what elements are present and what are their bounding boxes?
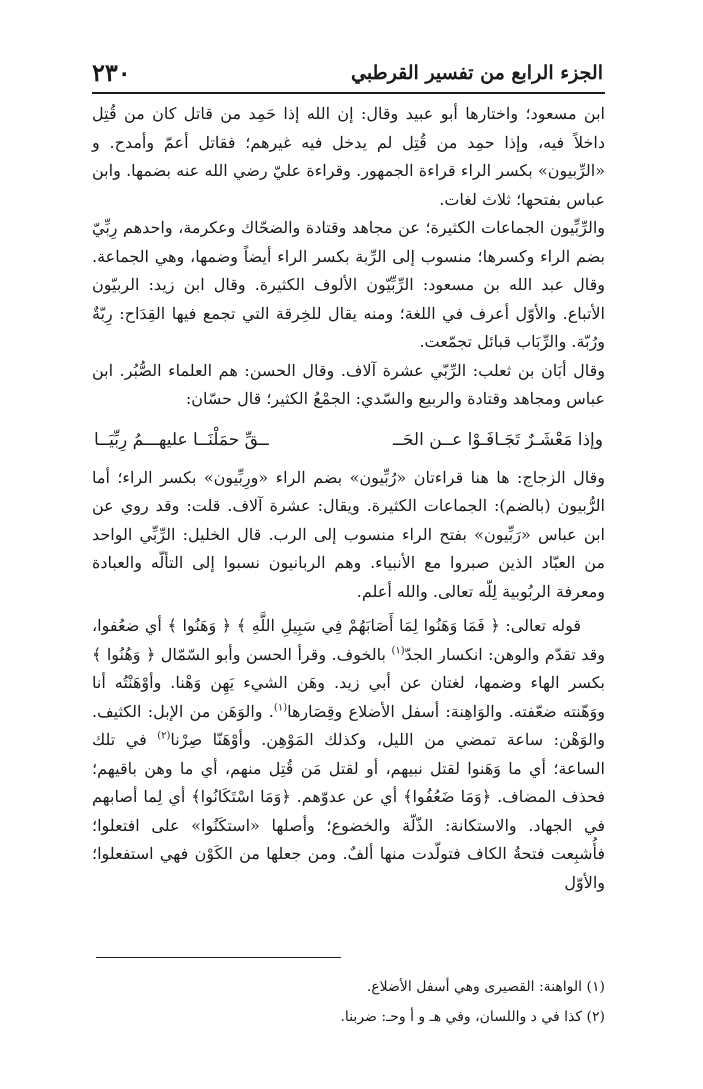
- paragraph-1: ابن مسعود؛ واختارها أبو عبيد وقال: إن الله إذا حَمِد من قاتل كان من قُتِل داخلاً فيه، وإذا حمِد من قُتِل لم يدخل فيه غيرهم؛ فقاتل أعمّ وأمدح. و «الرِّبيون» بكسر الراء قراءة الجمهور. وقراءة عليّ رضي الله عنه بضمها. وابن عباس بفتحها؛ ثلاث لغات.: [92, 104, 605, 209]
- main-text: [92, 100, 605, 897]
- running-title: الجزء الرابع من تفسير القرطبي: [350, 62, 603, 84]
- footnote-2: (٢) كذا في د واللسان، وفي هـ و أ وحـ: ضربنا.: [340, 1009, 605, 1025]
- paragraph-2: والرِّبِّيون الجماعات الكثيرة؛ عن مجاهد وقتادة والضحّاك وعكرمة، واحدهم رِبِّيّ بضم الراء وكسرها؛ منسوب إلى الرِّبة بكسر الراء أيضاً وضمها، وهي الجماعة. وقال عبد الله بن مسعود: الرِّبِّيّون الألوف الكثيرة. وقال ابن زيد: الربيّون الأتباع. والأوّل أعرف في اللغة؛ ومنه يقال للخِرقة التي تجمع فيها القِدَاح: رِبّةٌ ورُبّة. والرِّبَاب قبائل تجمّعت.: [92, 218, 606, 351]
- footnote-separator: [96, 957, 341, 958]
- paragraph-5-part-c: . والوَهَن من الإبل: الكثيف. والوَهْن: ساعة تمضي من الليل، وكذلك المَوْهِن. وأوْهَنّا صِرْنا: [92, 701, 605, 749]
- paragraph-4: وقال الزجاج: ها هنا قراءتان «رُبِّيون» بضم الراء «ورِبِّيون» بكسر الراء؛ أما الرُّبيون (بالضم): الجماعات الكثيرة. ويقال: عشرة آلاف. قلت: وقد روي عن ابن عباس «رَبِّيون» بفتح الراء منسوب إلى الرب. قال الخليل: الرِّبِّي الواحد من العبّاد الذين صبروا مع الأنبياء. وهم الربانيون نسبوا إلى التألّه والعبادة ومعرفة الربُوبية لِلّه تعالى. والله أعلم.: [92, 467, 605, 601]
- footnote-ref-2[interactable]: (٢): [157, 730, 171, 742]
- footnote-1: (١) الواهنة: القصيرى وهي أسفل الأضلاع.: [366, 979, 605, 995]
- paragraph-3: وقال أبَان بن ثعلب: الرِّبّي عشرة آلاف. وقال الحسن: هم العلماء الصُّبُر. ابن عباس ومجاهد وقتادة والربيع والسّدي: الجمْعُ الكثير؛ قال حسّان:: [92, 360, 605, 408]
- verse-second-hemistich: ــقِّ حمَلْنَــا عليهـــمُ رِبِّيَــا: [94, 429, 269, 450]
- paragraph-5: [92, 612, 605, 897]
- paragraph-5-part-b: بالخوف. وقرأ الحسن وأبو السّمّال ﴿ وَهُنُوا ﴾ بكسر الهاء وضمها، لغتان عن أبي زيد. وهَن الشيء يَهِن وَهْنا. وأوْهَنْتُه أنا ووَهّنته ضعّفته. والوَاهِنة: أسفل الأضلاع وقِصَارها: [92, 644, 605, 721]
- footnote-ref-1b[interactable]: (١): [273, 702, 288, 714]
- footnote-ref-1[interactable]: (١): [391, 645, 405, 657]
- running-header: [92, 58, 605, 94]
- footnotes: [92, 972, 605, 1032]
- verse-first-hemistich: وإذا مَعْشَـرٌ تَجَـافَـوْا عــن الحَــ: [392, 429, 603, 450]
- page-number: ٢٣٠: [92, 58, 131, 87]
- paragraph-5-part-a: قوله تعالى: ﴿ فَمَا وَهَنُوا لِمَا أَصَابَهُمْ فِي سَبِيلِ اللَّهِ ﴾ ﴿ وَهَنُوا ﴾ أي ضعُفوا، وقد تقدّم والوهن: انكسار الجدّ: [92, 616, 605, 664]
- paragraph-5-part-d: في تلك الساعة؛ أي ما وَهَنوا لقتل نبيهم، أو لقتل مَن قُتِل منهم، أي ما وهن باقيهم؛ فحذف المضاف. ﴿وَمَا ضَعُفُوا﴾ أي عن عدوّهم. ﴿وَمَا اسْتَكَانُوا﴾ أي لِما أصابهم في الجهاد. والاستكانة: الذّلّة والخضوع؛ وأصلها «استكَنُوا» على افتعلوا؛ فأُشبِعت فتحةُ الكاف فتولّدت منها ألفٌ. ومن جعلها من الكَوْن فهي استفعلوا؛ والأوّل: [92, 730, 605, 892]
- poetry-verse: [92, 420, 605, 460]
